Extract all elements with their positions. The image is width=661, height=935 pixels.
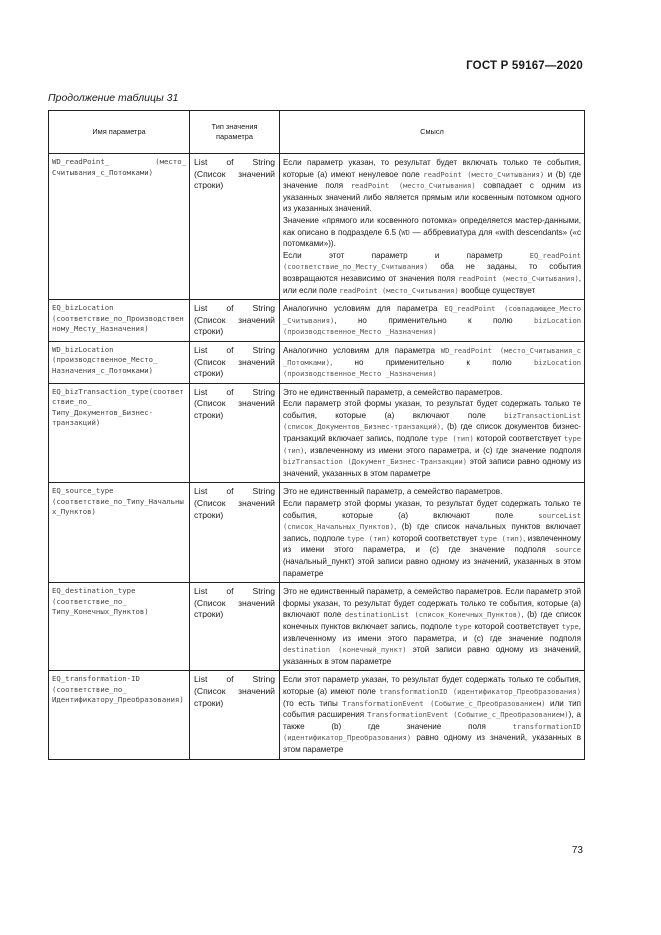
param-name-cell: EQ_bizLocation (соответствие_по_Производственному_Месту_Назначения) — [49, 300, 190, 342]
meaning-paragraph — [283, 674, 581, 755]
meaning-text: — аббревиатура для «with descendants» («с потомками»)). — [283, 227, 581, 249]
param-type-cell: List of String (Список значений строки) — [190, 671, 280, 759]
table-row — [49, 154, 585, 300]
meaning-text: Если этот параметр и параметр — [283, 250, 530, 260]
table-caption: Продолжение таблицы 31 — [48, 92, 179, 104]
code-term: bizTransactionList (список_Документов_Бизнес-транзакций) — [283, 410, 581, 432]
param-meaning-cell — [280, 300, 585, 342]
code-term: TransformationEvent (Событие_с_Преобразованием) — [342, 698, 546, 708]
meaning-text: , но применительно к полю — [329, 357, 535, 367]
param-name-cell: EQ_destination_type (соответствие_по_ Типу_Конечных_Пунктов) — [49, 583, 190, 671]
meaning-text: и (b) где значение поля — [283, 169, 581, 191]
meaning-text: , но применительно к полю — [334, 315, 535, 325]
meaning-text: Аналогично условиям для параметра — [283, 345, 441, 355]
param-meaning-cell — [280, 583, 585, 671]
meaning-text: вообще существует — [458, 285, 536, 295]
meaning-text: Аналогично условиям для параметра — [283, 304, 445, 314]
table-row — [49, 583, 585, 671]
meaning-text: (начальный_пункт) этой записи равно одному из значений, указанных в этом параметре — [283, 557, 581, 578]
meaning-paragraph — [283, 486, 581, 498]
meaning-paragraph — [283, 387, 581, 399]
meaning-text: Если параметр этой формы указан, то результат будет содержать только те события, которые (а) включают поле — [283, 399, 581, 420]
code-term: readPoint (место_Считывания) — [458, 273, 579, 283]
code-term: bizLocation (производственное_Место _Назначения) — [283, 315, 581, 337]
code-term: sourceList (список_Начальных_Пунктов) — [283, 510, 581, 532]
param-type-cell: List of String (Список значений строки) — [190, 154, 280, 300]
meaning-paragraph — [283, 586, 581, 667]
param-type-cell: List of String (Список значений строки) — [190, 583, 280, 671]
meaning-text: Если параметр указан, то результат будет включать только те события, которые (а) имеют ненулевое поле — [283, 158, 581, 179]
code-term: EQ_readPoint (совпадающее_Место _Считывания) — [283, 304, 581, 325]
meaning-text: , извлеченному из имени этого параметра, и (с) где значение подполя — [283, 533, 581, 555]
meaning-text: (то есть типы — [283, 698, 343, 708]
table-row — [49, 671, 585, 759]
table-row — [49, 483, 585, 583]
param-type-cell: List of String (Список значений строки) — [190, 483, 280, 583]
meaning-text: Это не единственный параметр, а семейство параметров. — [283, 387, 503, 397]
meaning-text: этой записи равно одному из значений, указанных в этом параметре — [283, 457, 581, 478]
code-term: destinationList (список_Конечных_Пунктов) — [344, 610, 522, 620]
meaning-text: этой записи равно одному из значений, указанных в этом параметре — [283, 645, 581, 666]
param-type-cell: List of String (Список значений строки) — [190, 341, 280, 383]
meaning-paragraph — [283, 345, 581, 380]
param-name-cell: EQ_bizTransaction_type(соответствие_по_ Типу_Документов_Бизнес-транзакций) — [49, 383, 190, 483]
code-term: bizTransaction (Документ_Бизнес-Транзакции) — [283, 457, 468, 467]
meaning-text: или тип события расширения — [283, 698, 581, 720]
table-row — [49, 300, 585, 342]
header-value-type: Тип значения параметра — [190, 111, 280, 154]
meaning-text: Если параметр этой формы указан, то результат будет содержать только те события, которые (а) включают поле — [283, 499, 581, 520]
header-meaning: Смысл — [280, 111, 585, 154]
param-meaning-cell — [280, 671, 585, 759]
meaning-text: оба не заданы, то события возвращаются независимо от значения поля — [283, 262, 581, 283]
param-meaning-cell — [280, 154, 585, 300]
code-term: EQ_readPoint (соответствие_по_Месту_Считывания) — [283, 250, 581, 272]
code-term: WD_readPoint (место_Считывания_с _Потомками) — [283, 345, 581, 367]
table-row — [49, 341, 585, 383]
code-term: destination (конечный_пункт) — [283, 645, 407, 655]
table-header-row — [49, 111, 585, 154]
code-term: type (тип) — [347, 533, 391, 543]
meaning-text: совпадает с одним из указанных значений либо является прямым или косвенным потомком одного из указанных значений. — [283, 181, 581, 214]
meaning-text: которой соответствует — [473, 434, 564, 444]
meaning-paragraph — [283, 250, 581, 296]
param-meaning-cell — [280, 383, 585, 483]
meaning-text: , (b) где список документов бизнес-транзакций включает запись, подполе — [283, 422, 581, 444]
param-meaning-cell — [280, 483, 585, 583]
meaning-text: , (b) где список конечных пунктов включает запись, подполе — [283, 610, 582, 631]
page-number: 73 — [571, 845, 583, 856]
meaning-text: Значение «прямого или косвенного потомка» определяется мастер-данными, как описано в подразделе 6.5 ( — [283, 215, 581, 237]
table-row — [49, 383, 585, 483]
code-term: type — [454, 621, 472, 631]
meaning-text: , извлеченному из имени этого параметра, и (с) где значение подполя — [283, 621, 581, 643]
meaning-paragraph — [283, 398, 581, 479]
meaning-text: Если этот параметр указан, то результат будет содержать только те события, которые (а) имеют поле — [283, 675, 581, 696]
meaning-text: ), а также (b) где значение поля — [283, 710, 581, 731]
param-name-cell: EQ_source_type (соответствие_по_Типу_Начальных_Пунктов) — [49, 483, 190, 583]
parameters-table — [48, 110, 585, 760]
meaning-paragraph — [283, 157, 581, 215]
meaning-paragraph — [283, 303, 581, 338]
code-term: readPoint (место_Считывания) — [350, 181, 476, 191]
meaning-text: Это не единственный параметр, а семейство параметров. — [283, 487, 503, 497]
param-type-cell: List of String (Список значений строки) — [190, 300, 280, 342]
meaning-paragraph — [283, 215, 581, 250]
document-code: ГОСТ Р 59167—2020 — [466, 60, 583, 72]
param-type-cell: List of String (Список значений строки) — [190, 383, 280, 483]
meaning-text: , или если поле — [283, 273, 581, 295]
code-term: type (тип) — [283, 434, 581, 455]
param-meaning-cell — [280, 341, 585, 383]
code-term: type (тип) — [479, 533, 523, 543]
header-param-name: Имя параметра — [49, 111, 190, 154]
meaning-text: , (b) где список начальных пунктов включает запись, подполе — [283, 522, 581, 543]
code-term: bizLocation (производственное_Место _Назначения) — [283, 357, 581, 379]
code-term: readPoint (место_Считывания) — [423, 169, 545, 179]
code-term: type — [561, 621, 579, 631]
param-name-cell: WD_readPoint_ (место_ Считывания_с_Потомками) — [49, 154, 190, 300]
code-term: readPoint (место_Считывания) — [339, 285, 459, 295]
code-term: WD — [401, 227, 410, 237]
code-term: type (тип) — [430, 434, 474, 444]
meaning-paragraph — [283, 498, 581, 579]
code-term: TransformationEvent (Событие_с_Преобразованием) — [367, 710, 569, 720]
code-term: transformationID (идентификатор_Преобразования) — [379, 686, 581, 696]
code-term: transformationID (идентификатор_Преобразования) — [283, 721, 581, 743]
param-name-cell: EQ_transformation-ID (соответствие_по_ Идентификатору_Преобразования) — [49, 671, 190, 759]
meaning-text: равно одному из значений, указанных в этом параметре — [283, 733, 581, 754]
meaning-text: Это не единственный параметр, а семейство параметров. Если параметр этой формы указан, то результат будет содержать только те события, которые (а) включают поле — [283, 587, 581, 620]
param-name-cell: WD_bizLocation (производственное_Место_ Назначения_с_Потомками) — [49, 341, 190, 383]
meaning-text: которой соответствует — [390, 533, 480, 543]
meaning-text: , извлеченному из имени этого параметра, и (с) где значение подполя — [304, 445, 581, 455]
meaning-text: которой соответствует — [471, 621, 562, 631]
code-term: source — [555, 545, 581, 555]
